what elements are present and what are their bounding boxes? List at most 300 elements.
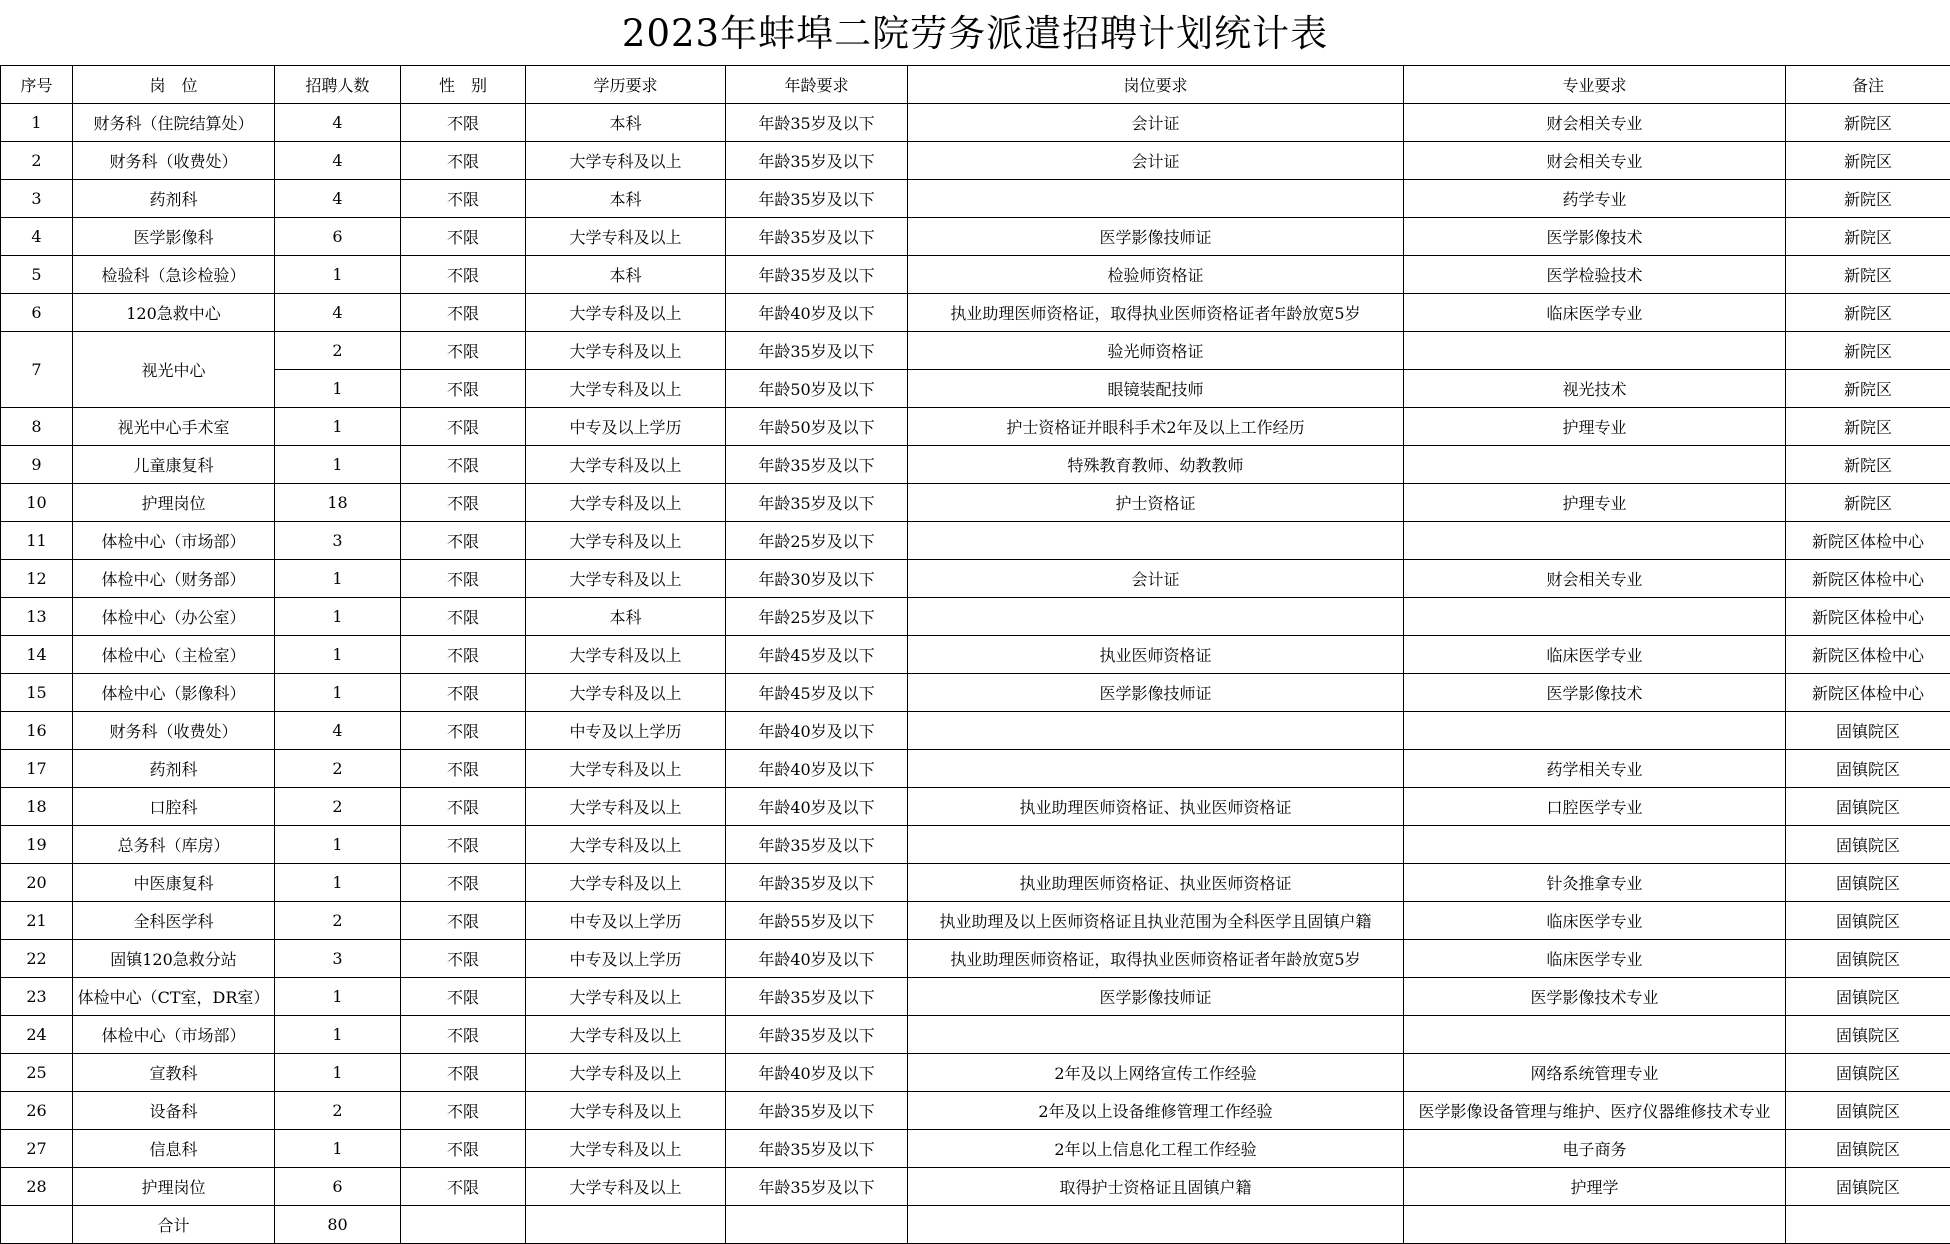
education: 大学专科及以上	[526, 522, 726, 560]
post-name: 药剂科	[73, 750, 275, 788]
row-number: 12	[1, 560, 73, 598]
age-limit: 年龄40岁及以下	[726, 750, 908, 788]
gender: 不限	[401, 332, 526, 370]
table-row	[1, 674, 1950, 712]
major-requirement: 护理学	[1404, 1168, 1786, 1206]
gender: 不限	[401, 864, 526, 902]
table-row	[1, 1092, 1950, 1130]
post-name: 体检中心（财务部）	[73, 560, 275, 598]
post-requirement	[908, 1016, 1404, 1054]
gender: 不限	[401, 902, 526, 940]
hire-count: 1	[275, 370, 401, 408]
remark: 新院区	[1786, 218, 1950, 256]
post-name: 全科医学科	[73, 902, 275, 940]
remark: 新院区	[1786, 332, 1950, 370]
gender: 不限	[401, 180, 526, 218]
row-number: 8	[1, 408, 73, 446]
remark: 新院区	[1786, 484, 1950, 522]
remark: 固镇院区	[1786, 1054, 1950, 1092]
education: 大学专科及以上	[526, 294, 726, 332]
remark: 新院区	[1786, 256, 1950, 294]
table-row	[1, 218, 1950, 256]
post-name: 财务科（住院结算处）	[73, 104, 275, 142]
gender: 不限	[401, 674, 526, 712]
row-number: 17	[1, 750, 73, 788]
hire-count: 1	[275, 674, 401, 712]
table-row	[1, 370, 1950, 408]
major-requirement: 医学检验技术	[1404, 256, 1786, 294]
major-requirement: 医学影像技术	[1404, 674, 1786, 712]
post-requirement: 执业助理医师资格证，取得执业医师资格证者年龄放宽5岁	[908, 294, 1404, 332]
header-cell: 序号	[1, 66, 73, 104]
row-number: 11	[1, 522, 73, 560]
gender: 不限	[401, 294, 526, 332]
post-name: 中医康复科	[73, 864, 275, 902]
post-requirement: 会计证	[908, 142, 1404, 180]
header-cell: 招聘人数	[275, 66, 401, 104]
education: 大学专科及以上	[526, 142, 726, 180]
header-row	[1, 66, 1950, 104]
age-limit: 年龄35岁及以下	[726, 1168, 908, 1206]
post-requirement	[908, 712, 1404, 750]
major-requirement	[1404, 598, 1786, 636]
age-limit: 年龄35岁及以下	[726, 1092, 908, 1130]
hire-count: 3	[275, 940, 401, 978]
post-requirement: 执业助理医师资格证、执业医师资格证	[908, 788, 1404, 826]
hire-count: 1	[275, 408, 401, 446]
major-requirement: 财会相关专业	[1404, 560, 1786, 598]
table-row	[1, 864, 1950, 902]
table-row	[1, 408, 1950, 446]
gender: 不限	[401, 370, 526, 408]
table-row	[1, 1168, 1950, 1206]
post-requirement: 护士资格证并眼科手术2年及以上工作经历	[908, 408, 1404, 446]
table-row	[1, 332, 1950, 370]
table-row	[1, 104, 1950, 142]
post-name: 信息科	[73, 1130, 275, 1168]
education: 本科	[526, 104, 726, 142]
post-name: 120急救中心	[73, 294, 275, 332]
gender: 不限	[401, 1092, 526, 1130]
total-count: 80	[275, 1206, 401, 1244]
post-requirement: 特殊教育教师、幼教教师	[908, 446, 1404, 484]
total-cell	[1, 1206, 73, 1244]
post-requirement: 2年及以上网络宣传工作经验	[908, 1054, 1404, 1092]
hire-count: 1	[275, 978, 401, 1016]
education: 中专及以上学历	[526, 712, 726, 750]
remark: 新院区	[1786, 180, 1950, 218]
age-limit: 年龄55岁及以下	[726, 902, 908, 940]
header-cell: 岗 位	[73, 66, 275, 104]
total-cell	[908, 1206, 1404, 1244]
remark: 固镇院区	[1786, 1130, 1950, 1168]
remark: 固镇院区	[1786, 1016, 1950, 1054]
header-cell: 年龄要求	[726, 66, 908, 104]
post-name: 体检中心（市场部）	[73, 522, 275, 560]
post-name: 医学影像科	[73, 218, 275, 256]
post-name: 宣教科	[73, 1054, 275, 1092]
table-row	[1, 902, 1950, 940]
total-label: 合计	[73, 1206, 275, 1244]
age-limit: 年龄35岁及以下	[726, 1016, 908, 1054]
age-limit: 年龄50岁及以下	[726, 370, 908, 408]
post-requirement: 医学影像技师证	[908, 978, 1404, 1016]
post-requirement: 2年及以上设备维修管理工作经验	[908, 1092, 1404, 1130]
post-requirement: 执业医师资格证	[908, 636, 1404, 674]
gender: 不限	[401, 256, 526, 294]
gender: 不限	[401, 484, 526, 522]
age-limit: 年龄45岁及以下	[726, 636, 908, 674]
remark: 新院区体检中心	[1786, 522, 1950, 560]
remark: 新院区体检中心	[1786, 636, 1950, 674]
gender: 不限	[401, 978, 526, 1016]
hire-count: 6	[275, 218, 401, 256]
table-row	[1, 256, 1950, 294]
remark: 新院区	[1786, 370, 1950, 408]
major-requirement: 电子商务	[1404, 1130, 1786, 1168]
major-requirement: 视光技术	[1404, 370, 1786, 408]
gender: 不限	[401, 218, 526, 256]
major-requirement: 网络系统管理专业	[1404, 1054, 1786, 1092]
post-requirement: 检验师资格证	[908, 256, 1404, 294]
header-cell: 岗位要求	[908, 66, 1404, 104]
remark: 固镇院区	[1786, 1168, 1950, 1206]
age-limit: 年龄40岁及以下	[726, 712, 908, 750]
education: 大学专科及以上	[526, 978, 726, 1016]
education: 大学专科及以上	[526, 788, 726, 826]
post-name: 体检中心（CT室，DR室）	[73, 978, 275, 1016]
row-number: 1	[1, 104, 73, 142]
remark: 新院区	[1786, 104, 1950, 142]
table-row	[1, 1130, 1950, 1168]
education: 中专及以上学历	[526, 940, 726, 978]
row-number: 15	[1, 674, 73, 712]
hire-count: 1	[275, 1016, 401, 1054]
row-number: 24	[1, 1016, 73, 1054]
major-requirement: 临床医学专业	[1404, 294, 1786, 332]
age-limit: 年龄40岁及以下	[726, 788, 908, 826]
education: 大学专科及以上	[526, 446, 726, 484]
row-number: 13	[1, 598, 73, 636]
age-limit: 年龄35岁及以下	[726, 978, 908, 1016]
age-limit: 年龄40岁及以下	[726, 940, 908, 978]
gender: 不限	[401, 826, 526, 864]
hire-count: 1	[275, 446, 401, 484]
table-row	[1, 636, 1950, 674]
education: 大学专科及以上	[526, 826, 726, 864]
total-cell	[726, 1206, 908, 1244]
post-name: 财务科（收费处）	[73, 712, 275, 750]
post-name: 儿童康复科	[73, 446, 275, 484]
age-limit: 年龄45岁及以下	[726, 674, 908, 712]
gender: 不限	[401, 560, 526, 598]
table-row	[1, 826, 1950, 864]
total-cell	[1404, 1206, 1786, 1244]
major-requirement	[1404, 522, 1786, 560]
remark: 固镇院区	[1786, 826, 1950, 864]
hire-count: 1	[275, 1130, 401, 1168]
remark: 固镇院区	[1786, 864, 1950, 902]
hire-count: 1	[275, 636, 401, 674]
hire-count: 2	[275, 332, 401, 370]
gender: 不限	[401, 408, 526, 446]
remark: 新院区	[1786, 408, 1950, 446]
post-name: 药剂科	[73, 180, 275, 218]
hire-count: 6	[275, 1168, 401, 1206]
gender: 不限	[401, 104, 526, 142]
post-name: 护理岗位	[73, 1168, 275, 1206]
post-name: 体检中心（主检室）	[73, 636, 275, 674]
row-number: 19	[1, 826, 73, 864]
total-cell	[401, 1206, 526, 1244]
education: 大学专科及以上	[526, 560, 726, 598]
hire-count: 1	[275, 560, 401, 598]
remark: 新院区	[1786, 446, 1950, 484]
major-requirement: 临床医学专业	[1404, 902, 1786, 940]
row-number: 20	[1, 864, 73, 902]
age-limit: 年龄35岁及以下	[726, 826, 908, 864]
row-number: 26	[1, 1092, 73, 1130]
major-requirement: 口腔医学专业	[1404, 788, 1786, 826]
gender: 不限	[401, 446, 526, 484]
age-limit: 年龄40岁及以下	[726, 1054, 908, 1092]
post-name: 护理岗位	[73, 484, 275, 522]
post-name: 总务科（库房）	[73, 826, 275, 864]
gender: 不限	[401, 636, 526, 674]
hire-count: 1	[275, 1054, 401, 1092]
post-name: 财务科（收费处）	[73, 142, 275, 180]
hire-count: 1	[275, 598, 401, 636]
header-cell: 专业要求	[1404, 66, 1786, 104]
table-row	[1, 446, 1950, 484]
age-limit: 年龄35岁及以下	[726, 218, 908, 256]
major-requirement: 临床医学专业	[1404, 636, 1786, 674]
education: 中专及以上学历	[526, 902, 726, 940]
hire-count: 4	[275, 180, 401, 218]
table-row	[1, 294, 1950, 332]
post-requirement: 医学影像技师证	[908, 674, 1404, 712]
post-name: 固镇120急救分站	[73, 940, 275, 978]
age-limit: 年龄35岁及以下	[726, 864, 908, 902]
post-requirement: 执业助理及以上医师资格证且执业范围为全科医学且固镇户籍	[908, 902, 1404, 940]
table-row	[1, 978, 1950, 1016]
table-row	[1, 484, 1950, 522]
education: 大学专科及以上	[526, 332, 726, 370]
major-requirement: 临床医学专业	[1404, 940, 1786, 978]
remark: 新院区体检中心	[1786, 598, 1950, 636]
education: 大学专科及以上	[526, 1016, 726, 1054]
total-cell	[526, 1206, 726, 1244]
major-requirement: 药学相关专业	[1404, 750, 1786, 788]
age-limit: 年龄35岁及以下	[726, 446, 908, 484]
major-requirement: 医学影像设备管理与维护、医疗仪器维修技术专业	[1404, 1092, 1786, 1130]
row-number: 7	[1, 332, 73, 408]
post-name: 体检中心（办公室）	[73, 598, 275, 636]
remark: 新院区体检中心	[1786, 674, 1950, 712]
age-limit: 年龄35岁及以下	[726, 1130, 908, 1168]
major-requirement	[1404, 712, 1786, 750]
education: 大学专科及以上	[526, 1054, 726, 1092]
age-limit: 年龄50岁及以下	[726, 408, 908, 446]
table-row	[1, 712, 1950, 750]
post-requirement: 会计证	[908, 104, 1404, 142]
education: 大学专科及以上	[526, 370, 726, 408]
education: 大学专科及以上	[526, 750, 726, 788]
major-requirement: 护理专业	[1404, 484, 1786, 522]
hire-count: 2	[275, 788, 401, 826]
remark: 固镇院区	[1786, 940, 1950, 978]
age-limit: 年龄25岁及以下	[726, 522, 908, 560]
row-number: 4	[1, 218, 73, 256]
table-row	[1, 940, 1950, 978]
post-requirement: 医学影像技师证	[908, 218, 1404, 256]
row-number: 23	[1, 978, 73, 1016]
row-number: 22	[1, 940, 73, 978]
row-number: 3	[1, 180, 73, 218]
education: 大学专科及以上	[526, 674, 726, 712]
table-title: 2023年蚌埠二院劳务派遣招聘计划统计表	[621, 12, 1329, 55]
row-number: 27	[1, 1130, 73, 1168]
table-row	[1, 1054, 1950, 1092]
row-number: 14	[1, 636, 73, 674]
gender: 不限	[401, 750, 526, 788]
row-number: 25	[1, 1054, 73, 1092]
remark: 固镇院区	[1786, 978, 1950, 1016]
post-requirement	[908, 598, 1404, 636]
row-number: 28	[1, 1168, 73, 1206]
education: 大学专科及以上	[526, 218, 726, 256]
row-number: 21	[1, 902, 73, 940]
row-number: 18	[1, 788, 73, 826]
recruitment-table	[0, 65, 1950, 1244]
post-name: 视光中心	[73, 332, 275, 408]
table-row	[1, 598, 1950, 636]
header-cell: 学历要求	[526, 66, 726, 104]
education: 本科	[526, 598, 726, 636]
age-limit: 年龄35岁及以下	[726, 484, 908, 522]
post-requirement: 2年以上信息化工程工作经验	[908, 1130, 1404, 1168]
age-limit: 年龄35岁及以下	[726, 180, 908, 218]
hire-count: 4	[275, 142, 401, 180]
education: 大学专科及以上	[526, 1168, 726, 1206]
remark: 新院区	[1786, 142, 1950, 180]
hire-count: 2	[275, 750, 401, 788]
row-number: 2	[1, 142, 73, 180]
major-requirement: 财会相关专业	[1404, 142, 1786, 180]
major-requirement: 财会相关专业	[1404, 104, 1786, 142]
remark: 固镇院区	[1786, 750, 1950, 788]
gender: 不限	[401, 522, 526, 560]
table-row	[1, 750, 1950, 788]
header-cell: 性 别	[401, 66, 526, 104]
post-name: 口腔科	[73, 788, 275, 826]
remark: 固镇院区	[1786, 788, 1950, 826]
education: 大学专科及以上	[526, 1130, 726, 1168]
hire-count: 1	[275, 864, 401, 902]
post-name: 体检中心（市场部）	[73, 1016, 275, 1054]
age-limit: 年龄35岁及以下	[726, 142, 908, 180]
row-number: 10	[1, 484, 73, 522]
hire-count: 2	[275, 1092, 401, 1130]
post-requirement	[908, 826, 1404, 864]
post-requirement: 护士资格证	[908, 484, 1404, 522]
post-name: 体检中心（影像科）	[73, 674, 275, 712]
row-number: 9	[1, 446, 73, 484]
education: 大学专科及以上	[526, 864, 726, 902]
post-requirement: 会计证	[908, 560, 1404, 598]
gender: 不限	[401, 598, 526, 636]
table-row	[1, 560, 1950, 598]
table-row	[1, 522, 1950, 560]
header-cell: 备注	[1786, 66, 1950, 104]
remark: 新院区体检中心	[1786, 560, 1950, 598]
major-requirement	[1404, 826, 1786, 864]
row-number: 6	[1, 294, 73, 332]
hire-count: 2	[275, 902, 401, 940]
hire-count: 4	[275, 294, 401, 332]
age-limit: 年龄35岁及以下	[726, 332, 908, 370]
table-row	[1, 142, 1950, 180]
major-requirement: 医学影像技术专业	[1404, 978, 1786, 1016]
table-row	[1, 1016, 1950, 1054]
hire-count: 1	[275, 256, 401, 294]
education: 本科	[526, 180, 726, 218]
hire-count: 3	[275, 522, 401, 560]
age-limit: 年龄30岁及以下	[726, 560, 908, 598]
post-requirement: 执业助理医师资格证，取得执业医师资格证者年龄放宽5岁	[908, 940, 1404, 978]
remark: 固镇院区	[1786, 712, 1950, 750]
post-requirement: 执业助理医师资格证、执业医师资格证	[908, 864, 1404, 902]
gender: 不限	[401, 788, 526, 826]
post-requirement	[908, 750, 1404, 788]
major-requirement	[1404, 1016, 1786, 1054]
remark: 固镇院区	[1786, 902, 1950, 940]
education: 本科	[526, 256, 726, 294]
post-requirement: 眼镜装配技师	[908, 370, 1404, 408]
major-requirement: 医学影像技术	[1404, 218, 1786, 256]
table-row	[1, 788, 1950, 826]
hire-count: 1	[275, 826, 401, 864]
major-requirement: 针灸推拿专业	[1404, 864, 1786, 902]
row-number: 16	[1, 712, 73, 750]
major-requirement: 药学专业	[1404, 180, 1786, 218]
major-requirement	[1404, 446, 1786, 484]
gender: 不限	[401, 1016, 526, 1054]
education: 大学专科及以上	[526, 484, 726, 522]
total-cell	[1786, 1206, 1950, 1244]
age-limit: 年龄35岁及以下	[726, 104, 908, 142]
gender: 不限	[401, 940, 526, 978]
gender: 不限	[401, 1168, 526, 1206]
hire-count: 18	[275, 484, 401, 522]
row-number: 5	[1, 256, 73, 294]
total-row	[1, 1206, 1950, 1244]
remark: 固镇院区	[1786, 1092, 1950, 1130]
age-limit: 年龄40岁及以下	[726, 294, 908, 332]
major-requirement: 护理专业	[1404, 408, 1786, 446]
post-name: 设备科	[73, 1092, 275, 1130]
table-row	[1, 180, 1950, 218]
post-requirement	[908, 180, 1404, 218]
post-name: 检验科（急诊检验）	[73, 256, 275, 294]
age-limit: 年龄35岁及以下	[726, 256, 908, 294]
post-requirement: 验光师资格证	[908, 332, 1404, 370]
gender: 不限	[401, 142, 526, 180]
major-requirement	[1404, 332, 1786, 370]
gender: 不限	[401, 1130, 526, 1168]
post-name: 视光中心手术室	[73, 408, 275, 446]
education: 大学专科及以上	[526, 1092, 726, 1130]
